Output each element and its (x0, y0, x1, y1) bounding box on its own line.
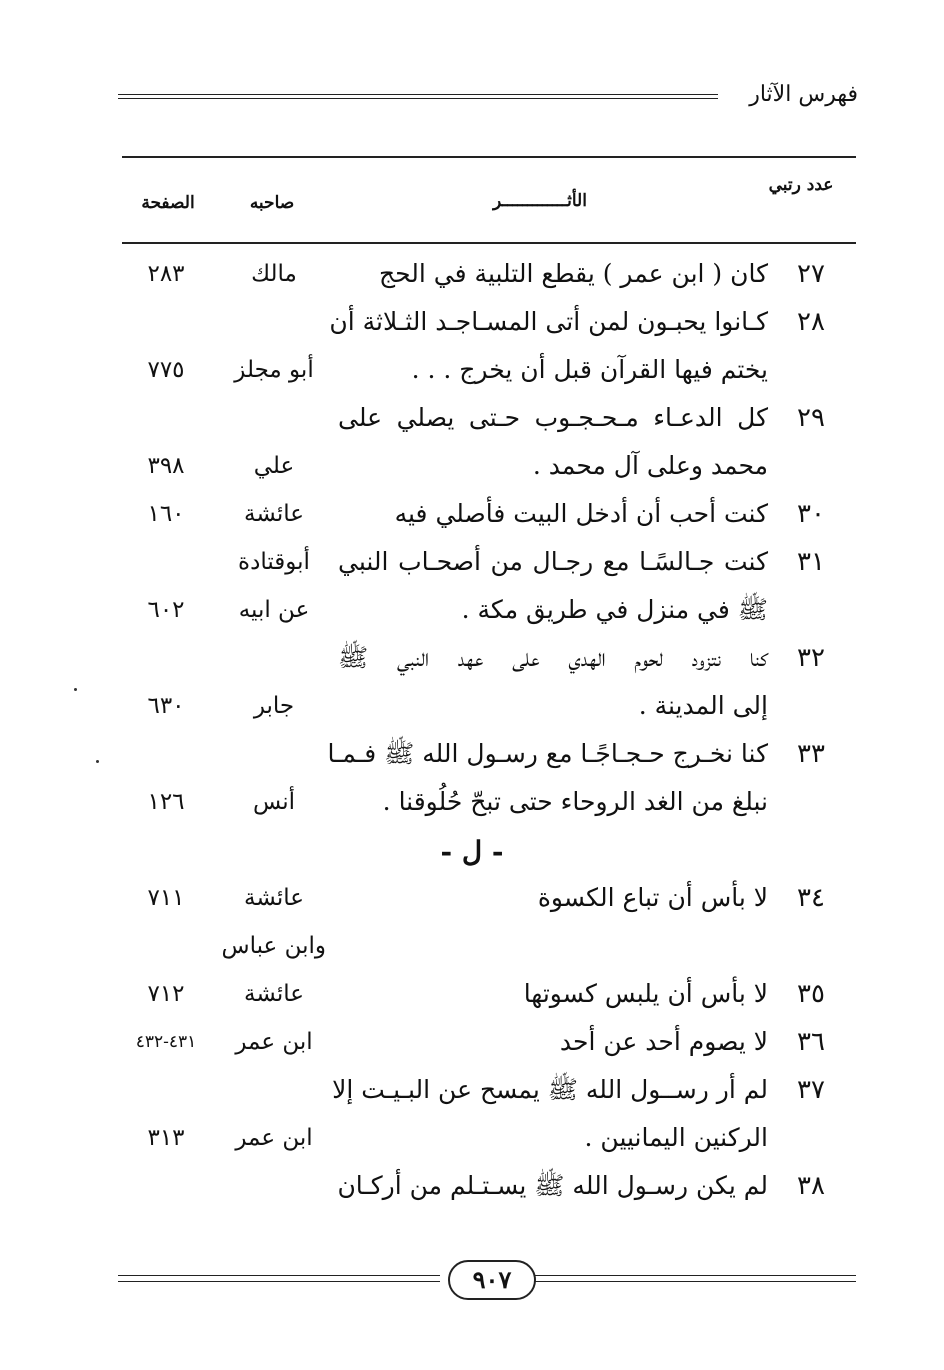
table-row (0, 684, 944, 732)
running-head-title: فهرس الآثار (749, 82, 858, 107)
row-sahib: عن ابيه (238, 597, 310, 623)
table-row (0, 924, 944, 972)
row-sahib: مالك (251, 261, 297, 287)
running-head (118, 82, 858, 112)
table-row (0, 1020, 944, 1068)
row-sahib: وابن عباس (221, 933, 326, 959)
column-header-athar: الأثـــــــــــــر (493, 191, 587, 211)
row-page: ٣٩٨ (147, 453, 185, 479)
table-row (0, 444, 944, 492)
row-page: ٦٣٠ (147, 693, 185, 719)
column-header-sahib: صاحبه (249, 193, 295, 213)
row-number: ٢٨ (797, 307, 825, 337)
row-text: إلى المدينة . (638, 691, 768, 720)
row-text: الركنين اليمانيين . (584, 1123, 768, 1152)
row-text: لا بأس أن يلبس كسوتها (523, 979, 768, 1008)
row-sahib: علي (253, 453, 295, 479)
letter-section-heading: - ل - (440, 835, 504, 868)
row-text: ﷺ في منزل في طريق مكة . (461, 595, 768, 624)
page-footer (118, 1258, 856, 1304)
column-header-page: الصفحة (141, 193, 195, 213)
table-row (0, 636, 944, 684)
row-page: ٧١١ (147, 885, 185, 911)
row-number: ٣٣ (797, 739, 825, 769)
row-text: لا يصوم أحد عن أحد (559, 1027, 768, 1056)
row-number: ٣٧ (797, 1075, 825, 1105)
row-sahib: ابن عمر (235, 1125, 313, 1151)
running-head-rule (118, 94, 718, 99)
table-top-rule (122, 156, 856, 158)
row-sahib: جابر (253, 693, 295, 719)
row-number: ٣٦ (797, 1027, 825, 1057)
row-sahib: عائشة (244, 885, 304, 911)
table-row (0, 972, 944, 1020)
row-number: ٣٠ (797, 499, 825, 529)
table-row (0, 300, 944, 348)
table-row (0, 780, 944, 828)
row-number: ٢٩ (797, 403, 825, 433)
row-sahib: أنس (252, 789, 296, 815)
row-sahib: ابن عمر (235, 1029, 313, 1055)
row-page: ٤٣١-٤٣٢ (135, 1032, 197, 1052)
row-text: محمد وعلى آل محمد . (532, 451, 768, 480)
row-sahib: عائشة (244, 501, 304, 527)
row-sahib: أبو مجلز (234, 357, 314, 383)
page-number: ٩٠٧ (448, 1260, 536, 1300)
table-row (0, 1068, 944, 1116)
row-text: لم أر رســول الله ﷺ يمسح عن البـيـت إلا (332, 1075, 768, 1104)
row-page: ٢٨٣ (147, 261, 185, 287)
table-row (0, 348, 944, 396)
row-page: ٣١٣ (147, 1125, 185, 1151)
column-header-number: عدد رتبي (768, 175, 834, 195)
row-text: لا بأس أن تباع الكسوة (537, 883, 768, 912)
row-page: ٧٧٥ (147, 357, 185, 383)
table-row (0, 1116, 944, 1164)
table-header-rule (122, 242, 856, 244)
footer-rule-left (118, 1275, 440, 1282)
table-row (0, 252, 944, 300)
row-text: كنا نخـرج حـجـاجًـا مع رسـول الله ﷺ فـمـا (327, 739, 768, 768)
row-text: كنت أحب أن أدخل البيت فأصلي فيه (394, 499, 768, 528)
row-number: ٣٢ (797, 643, 825, 673)
row-text: كـانوا يحبـون لمن أتى المسـاجـد الثـلاثة أن (329, 307, 768, 336)
row-text: يختم فيها القرآن قبل أن يخرج . . . (411, 355, 768, 384)
row-text: لم يكن رسـول الله ﷺ يسـتـلم من أركـان (337, 1171, 768, 1200)
row-text: كل الدعـاء مـحـجـوب حـتى يصلي على (338, 403, 768, 432)
table-row (0, 1164, 944, 1212)
table-row (0, 876, 944, 924)
table-row (0, 732, 944, 780)
row-number: ٣٥ (797, 979, 825, 1009)
row-page: ١٢٦ (147, 789, 185, 815)
scan-speck (96, 760, 99, 763)
row-text: كنا نتزود لحوم الهدي على عهد النبي ﷺ (338, 643, 768, 672)
scan-speck (74, 688, 77, 691)
row-page: ١٦٠ (147, 501, 185, 527)
row-text: كنت جـالسًـا مع رجـال من أصحـاب النبي (338, 547, 768, 576)
row-number: ٣٤ (797, 883, 825, 913)
row-sahib: عائشة (244, 981, 304, 1007)
row-number: ٣٨ (797, 1171, 825, 1201)
table-row (0, 588, 944, 636)
table-row (0, 492, 944, 540)
table-row (0, 396, 944, 444)
row-page: ٧١٢ (147, 981, 185, 1007)
row-number: ٣١ (797, 547, 825, 577)
row-number: ٢٧ (797, 259, 825, 289)
row-text: نبلغ من الغد الروحاء حتى تبحّ حُلُوقنا . (382, 787, 768, 816)
table-row (0, 540, 944, 588)
row-sahib: أبوقتادة (238, 549, 310, 575)
row-page: ٦٠٢ (147, 597, 185, 623)
row-text: كان ( ابن عمر ) يقطع التلبية في الحج (379, 259, 768, 288)
footer-rule-right (534, 1275, 856, 1282)
